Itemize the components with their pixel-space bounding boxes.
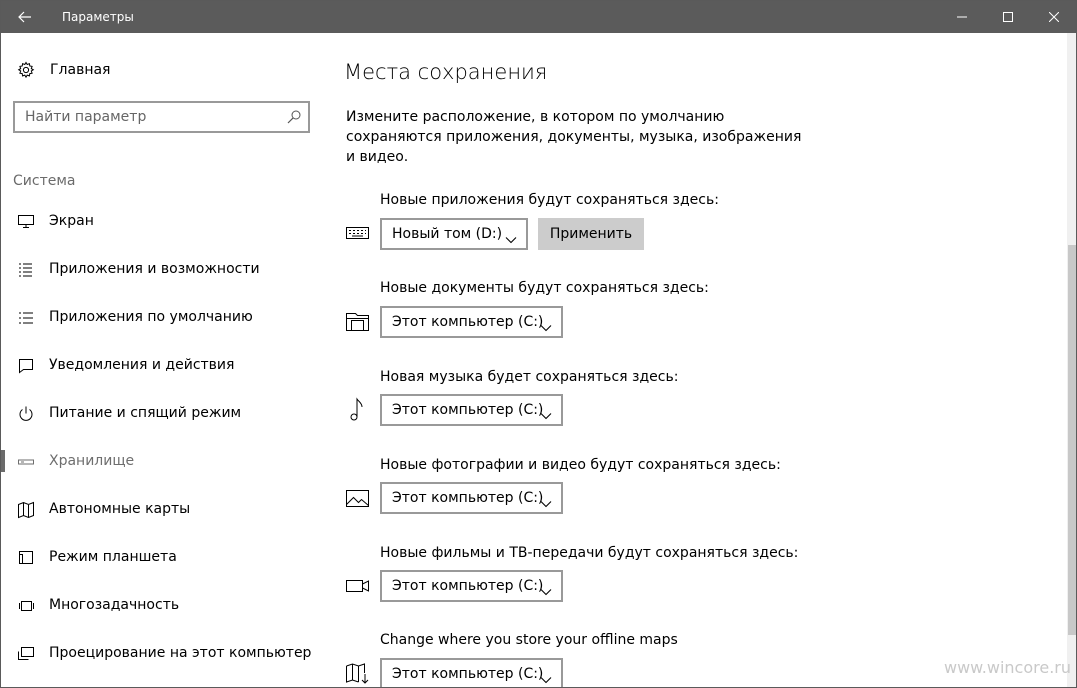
sidebar-item-storage[interactable]: [1, 442, 321, 482]
video-camera-icon: [344, 574, 372, 598]
sidebar-item-apps-features[interactable]: [1, 250, 321, 290]
chevron-down-icon: [540, 669, 552, 688]
offline-map-icon: [344, 661, 372, 685]
page-title: Места сохранения: [344, 60, 548, 84]
minimize-button[interactable]: [939, 1, 985, 33]
dropdown-value: Этот компьютер (C:): [392, 490, 544, 506]
photos-location-dropdown[interactable]: [380, 482, 563, 514]
minimize-icon: [957, 12, 967, 22]
chevron-down-icon: [505, 229, 517, 248]
scrollbar-thumb[interactable]: [1068, 245, 1076, 635]
save-location-label: Новые приложения будут сохраняться здесь:: [380, 192, 719, 208]
movies-location-dropdown[interactable]: [380, 570, 563, 602]
watermark: www.wincore.ru: [944, 658, 1072, 677]
sidebar-item-projecting[interactable]: [1, 634, 321, 674]
close-button[interactable]: [1031, 1, 1077, 33]
apply-button[interactable]: Применить: [538, 218, 644, 250]
tablet-mode-icon: [17, 549, 37, 567]
sidebar-item-label: Питание и спящий режим: [49, 405, 242, 421]
music-note-icon: [344, 397, 372, 421]
apps-location-dropdown[interactable]: [380, 218, 528, 250]
chevron-down-icon: [540, 317, 552, 336]
section-header-system: Система: [13, 173, 76, 189]
save-location-label: Change where you store your offline maps: [380, 632, 678, 648]
sidebar-item-label: Приложения и возможности: [49, 261, 260, 277]
back-arrow-icon: [18, 11, 32, 23]
maps-location-dropdown[interactable]: [380, 658, 563, 688]
sidebar-item-label: Проецирование на этот компьютер: [49, 645, 312, 661]
keyboard-icon: [344, 223, 372, 247]
dropdown-value: Этот компьютер (C:): [392, 402, 544, 418]
sidebar-item-label: Приложения по умолчанию: [49, 309, 253, 325]
sidebar-item-multitasking[interactable]: [1, 586, 321, 626]
dropdown-value: Этот компьютер (C:): [392, 314, 544, 330]
gear-icon: [17, 61, 35, 79]
sidebar-item-label: Хранилище: [49, 453, 135, 469]
sidebar-item-power-sleep[interactable]: [1, 394, 321, 434]
music-location-dropdown[interactable]: [380, 394, 563, 426]
storage-icon: [17, 453, 37, 471]
display-icon: [17, 213, 37, 231]
window-title: Параметры: [62, 10, 134, 24]
home-link[interactable]: [17, 59, 110, 81]
search-icon[interactable]: [286, 109, 302, 129]
map-icon: [17, 501, 37, 519]
projecting-icon: [17, 645, 37, 663]
sidebar-item-label: Режим планшета: [49, 549, 177, 565]
save-location-label: Новые фотографии и видео будут сохраняться здесь:: [380, 457, 781, 473]
sidebar-item-label: Экран: [49, 213, 94, 229]
sidebar-item-notifications[interactable]: [1, 346, 321, 386]
sidebar-item-tablet-mode[interactable]: [1, 538, 321, 578]
sidebar-item-label: Многозадачность: [49, 597, 180, 613]
save-location-label: Новые фильмы и ТВ-передачи будут сохраняться здесь:: [380, 545, 799, 561]
multitasking-icon: [17, 597, 37, 615]
power-icon: [17, 405, 37, 423]
save-location-label: Новые документы будут сохраняться здесь:: [380, 280, 709, 296]
search-box[interactable]: [13, 101, 310, 133]
default-apps-icon: [17, 309, 37, 327]
back-button[interactable]: [1, 1, 49, 33]
page-description: Измените расположение, в котором по умолчанию сохраняются приложения, документы, музыка, изображения и видео.: [346, 109, 802, 165]
documents-location-dropdown[interactable]: [380, 306, 563, 338]
maximize-button[interactable]: [985, 1, 1031, 33]
sidebar-item-label: Автономные карты: [49, 501, 191, 517]
maximize-icon: [1003, 12, 1013, 22]
home-label: Главная: [50, 62, 111, 78]
save-location-label: Новая музыка будет сохраняться здесь:: [380, 369, 679, 385]
sidebar-item-offline-maps[interactable]: [1, 490, 321, 530]
chevron-down-icon: [540, 581, 552, 600]
sidebar-item-label: Уведомления и действия: [49, 357, 235, 373]
close-icon: [1049, 12, 1059, 22]
notification-icon: [17, 357, 37, 375]
apps-list-icon: [17, 261, 37, 279]
sidebar-item-display[interactable]: [1, 202, 321, 242]
documents-folder-icon: [344, 309, 372, 333]
sidebar-item-default-apps[interactable]: [1, 298, 321, 338]
picture-icon: [344, 487, 372, 511]
chevron-down-icon: [540, 493, 552, 512]
search-input[interactable]: [25, 108, 275, 126]
dropdown-value: Этот компьютер (C:): [392, 666, 544, 682]
title-bar: [1, 1, 1076, 33]
dropdown-value: Новый том (D:): [392, 226, 503, 242]
dropdown-value: Этот компьютер (C:): [392, 578, 544, 594]
chevron-down-icon: [540, 405, 552, 424]
